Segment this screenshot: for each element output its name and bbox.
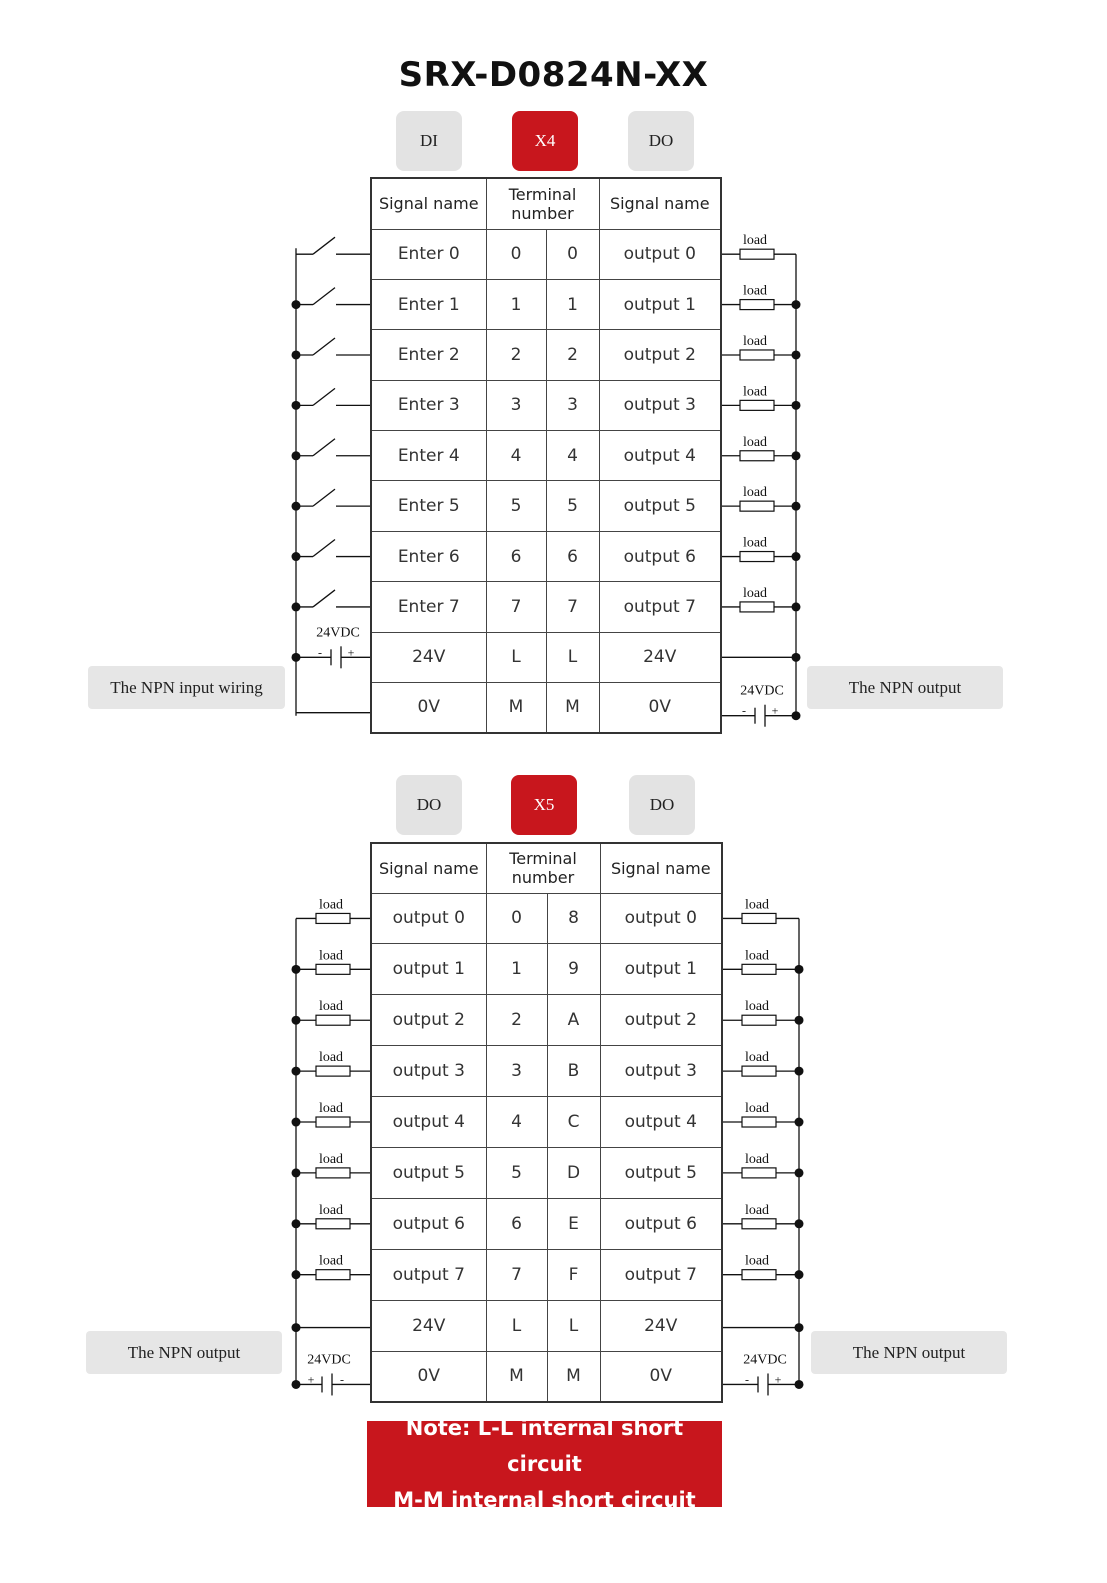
x5-header-terminal: Terminal number — [486, 843, 600, 893]
x4-right-wiring-label: The NPN output — [807, 666, 1003, 709]
x5-signal-left: output 5 — [371, 1147, 486, 1198]
x4-signal-right: output 3 — [599, 380, 721, 430]
load-resistor-icon — [316, 1168, 350, 1178]
x4-signal-left: Enter 3 — [371, 380, 486, 430]
note-box — [367, 1416, 722, 1512]
junction-dot — [292, 965, 301, 974]
load-label: load — [318, 1151, 344, 1167]
x5-terminal-right: A — [547, 995, 600, 1046]
x4-terminal-left: L — [486, 632, 546, 682]
x5-signal-right: 24V — [600, 1300, 722, 1351]
load-resistor-icon — [740, 451, 774, 461]
load-resistor-icon — [742, 1015, 776, 1025]
x5-terminal-right: D — [547, 1147, 600, 1198]
x5-terminal-right: 8 — [547, 893, 600, 944]
load-resistor-icon — [316, 1219, 350, 1229]
x5-terminal-right: 9 — [547, 944, 600, 995]
junction-dot — [792, 711, 801, 720]
junction-dot — [795, 1118, 804, 1127]
x5-signal-left: output 6 — [371, 1198, 486, 1249]
junction-dot — [795, 965, 804, 974]
junction-dot — [292, 502, 301, 511]
load-resistor-icon — [742, 913, 776, 923]
x4-signal-right: 0V — [599, 683, 721, 733]
junction-dot — [292, 401, 301, 410]
junction-dot — [292, 1168, 301, 1177]
x4-terminal-left: 4 — [486, 431, 546, 481]
x4-terminal-left: 0 — [486, 229, 546, 279]
x5-header-signal-left: Signal name — [371, 843, 486, 893]
x5-terminal-left: 2 — [486, 995, 547, 1046]
x4-signal-left: 24V — [371, 632, 486, 682]
load-resistor-icon — [740, 501, 774, 511]
load-label: load — [318, 1050, 344, 1066]
x5-signal-right: output 5 — [600, 1147, 722, 1198]
polarity-symbol: + — [347, 645, 355, 660]
note-line-2: M-M internal short circuit — [393, 1488, 696, 1512]
load-label: load — [744, 1050, 770, 1066]
switch-contact-icon — [313, 590, 335, 607]
x4-terminal-right: 7 — [546, 582, 599, 632]
x4-terminal-right: 5 — [546, 481, 599, 531]
x5-terminal-right: B — [547, 1046, 600, 1097]
x4-header-terminal: Terminal number — [486, 178, 599, 229]
load-resistor-icon — [742, 1066, 776, 1076]
load-label: load — [742, 535, 768, 551]
load-resistor-icon — [316, 964, 350, 974]
load-resistor-icon — [740, 249, 774, 259]
load-label: load — [742, 434, 768, 450]
load-label: load — [744, 999, 770, 1015]
load-label: load — [744, 1202, 770, 1218]
junction-dot — [795, 1270, 804, 1279]
load-resistor-icon — [742, 1270, 776, 1280]
junction-dot — [292, 602, 301, 611]
polarity-symbol: + — [774, 1372, 782, 1387]
junction-dot — [292, 1016, 301, 1025]
junction-dot — [292, 300, 301, 309]
load-label: load — [318, 999, 344, 1015]
supply-label: 24VDC — [307, 1352, 351, 1368]
x5-terminal-left: 7 — [486, 1249, 547, 1300]
load-resistor-icon — [742, 964, 776, 974]
x4-terminal-left: 2 — [486, 330, 546, 380]
x5-signal-left: output 4 — [371, 1097, 486, 1148]
x4-terminal-right: 6 — [546, 531, 599, 581]
x5-terminal-right: C — [547, 1097, 600, 1148]
junction-dot — [795, 1323, 804, 1332]
x5-signal-right: output 2 — [600, 995, 722, 1046]
x4-signal-left: Enter 6 — [371, 531, 486, 581]
x5-terminal-left: L — [486, 1300, 547, 1351]
x4-terminal-right: M — [546, 683, 599, 733]
x5-terminal-left: 1 — [486, 944, 547, 995]
load-label: load — [744, 948, 770, 964]
x5-terminal-right: M — [547, 1351, 600, 1402]
polarity-symbol: + — [307, 1372, 315, 1387]
load-resistor-icon — [742, 1219, 776, 1229]
polarity-symbol: - — [340, 1372, 344, 1387]
x4-signal-right: output 5 — [599, 481, 721, 531]
tab-x4-connector: X4 — [512, 111, 578, 171]
x5-signal-right: output 7 — [600, 1249, 722, 1300]
x5-terminal-left: 6 — [486, 1198, 547, 1249]
polarity-symbol: + — [771, 703, 779, 718]
junction-dot — [292, 552, 301, 561]
x5-right-wiring-label: The NPN output — [811, 1331, 1007, 1374]
load-label: load — [742, 485, 768, 501]
junction-dot — [795, 1219, 804, 1228]
tab-do: DO — [628, 111, 694, 171]
load-label: load — [318, 897, 344, 913]
x5-signal-right: output 4 — [600, 1097, 722, 1148]
x4-signal-left: 0V — [371, 683, 486, 733]
x4-signal-right: 24V — [599, 632, 721, 682]
switch-contact-icon — [313, 489, 335, 506]
junction-dot — [292, 1118, 301, 1127]
load-label: load — [744, 1253, 770, 1269]
x5-signal-left: 0V — [371, 1351, 486, 1402]
polarity-symbol: - — [742, 703, 746, 718]
junction-dot — [792, 653, 801, 662]
switch-contact-icon — [313, 237, 335, 254]
load-resistor-icon — [316, 1117, 350, 1127]
junction-dot — [292, 1219, 301, 1228]
switch-contact-icon — [313, 288, 335, 305]
load-resistor-icon — [316, 1270, 350, 1280]
load-resistor-icon — [742, 1117, 776, 1127]
x5-terminal-left: 4 — [486, 1097, 547, 1148]
load-resistor-icon — [740, 602, 774, 612]
x4-terminal-left: 7 — [486, 582, 546, 632]
x4-signal-right: output 6 — [599, 531, 721, 581]
load-label: load — [744, 1151, 770, 1167]
switch-contact-icon — [313, 338, 335, 355]
x4-terminal-left: 6 — [486, 531, 546, 581]
supply-label: 24VDC — [316, 625, 360, 641]
x5-signal-left: output 2 — [371, 995, 486, 1046]
load-resistor-icon — [742, 1168, 776, 1178]
tab-do-right: DO — [629, 775, 695, 835]
x5-signal-left: 24V — [371, 1300, 486, 1351]
switch-contact-icon — [313, 540, 335, 557]
x5-signal-left: output 0 — [371, 893, 486, 944]
load-resistor-icon — [316, 913, 350, 923]
x4-header-signal-left: Signal name — [371, 178, 486, 229]
x5-signal-right: output 0 — [600, 893, 722, 944]
x5-signal-right: output 6 — [600, 1198, 722, 1249]
x4-signal-right: output 7 — [599, 582, 721, 632]
x4-terminal-right: 1 — [546, 279, 599, 329]
junction-dot — [292, 653, 301, 662]
load-label: load — [318, 948, 344, 964]
load-resistor-icon — [316, 1015, 350, 1025]
junction-dot — [292, 350, 301, 359]
x5-left-wiring-label: The NPN output — [86, 1331, 282, 1374]
x4-signal-right: output 2 — [599, 330, 721, 380]
x5-signal-left: output 1 — [371, 944, 486, 995]
x5-signal-left: output 7 — [371, 1249, 486, 1300]
load-label: load — [742, 233, 768, 249]
load-resistor-icon — [740, 350, 774, 360]
x5-terminal-left: 0 — [486, 893, 547, 944]
page-title: SRX-D0824N-XX — [398, 55, 709, 95]
x4-terminal-right: L — [546, 632, 599, 682]
polarity-symbol: - — [745, 1372, 749, 1387]
x4-signal-right: output 1 — [599, 279, 721, 329]
x4-terminal-left: 3 — [486, 380, 546, 430]
tab-di: DI — [396, 111, 462, 171]
x4-terminal-left: M — [486, 683, 546, 733]
x4-terminal-left: 1 — [486, 279, 546, 329]
junction-dot — [795, 1016, 804, 1025]
x4-signal-right: output 0 — [599, 229, 721, 279]
note-line-1: Note: L-L internal short circuit — [405, 1416, 684, 1476]
switch-contact-icon — [313, 388, 335, 405]
x4-header-signal-right: Signal name — [599, 178, 721, 229]
load-label: load — [742, 283, 768, 299]
x5-terminal-left: 5 — [486, 1147, 547, 1198]
x4-signal-left: Enter 2 — [371, 330, 486, 380]
tab-do-left: DO — [396, 775, 462, 835]
x5-terminal-left: M — [486, 1351, 547, 1402]
supply-label: 24VDC — [740, 683, 784, 699]
x5-terminal-right: L — [547, 1300, 600, 1351]
load-label: load — [318, 1253, 344, 1269]
load-label: load — [318, 1101, 344, 1117]
load-label: load — [742, 333, 768, 349]
x4-signal-left: Enter 5 — [371, 481, 486, 531]
junction-dot — [795, 1168, 804, 1177]
x4-terminal-right: 2 — [546, 330, 599, 380]
x4-signal-left: Enter 4 — [371, 431, 486, 481]
x5-signal-left: output 3 — [371, 1046, 486, 1097]
load-label: load — [742, 384, 768, 400]
x4-signal-left: Enter 7 — [371, 582, 486, 632]
junction-dot — [795, 1380, 804, 1389]
x4-signal-right: output 4 — [599, 431, 721, 481]
x5-signal-right: output 3 — [600, 1046, 722, 1097]
x5-header-signal-right: Signal name — [600, 843, 722, 893]
load-label: load — [742, 585, 768, 601]
polarity-symbol: - — [318, 645, 322, 660]
x4-terminal-right: 0 — [546, 229, 599, 279]
junction-dot — [795, 1067, 804, 1076]
load-resistor-icon — [740, 400, 774, 410]
load-label: load — [318, 1202, 344, 1218]
x4-terminal-right: 3 — [546, 380, 599, 430]
supply-label: 24VDC — [743, 1352, 787, 1368]
x4-terminal-right: 4 — [546, 431, 599, 481]
junction-dot — [292, 1270, 301, 1279]
load-resistor-icon — [316, 1066, 350, 1076]
x5-terminal-left: 3 — [486, 1046, 547, 1097]
x5-terminal-right: E — [547, 1198, 600, 1249]
load-resistor-icon — [740, 552, 774, 562]
load-label: load — [744, 1101, 770, 1117]
junction-dot — [292, 1380, 301, 1389]
x4-left-wiring-label: The NPN input wiring — [88, 666, 285, 709]
junction-dot — [292, 451, 301, 460]
x4-terminal-left: 5 — [486, 481, 546, 531]
x4-signal-left: Enter 0 — [371, 229, 486, 279]
x5-signal-right: output 1 — [600, 944, 722, 995]
x5-terminal-right: F — [547, 1249, 600, 1300]
load-label: load — [744, 897, 770, 913]
x4-signal-left: Enter 1 — [371, 279, 486, 329]
junction-dot — [292, 1067, 301, 1076]
load-resistor-icon — [740, 300, 774, 310]
x5-signal-right: 0V — [600, 1351, 722, 1402]
switch-contact-icon — [313, 439, 335, 456]
tab-x5-connector: X5 — [511, 775, 577, 835]
junction-dot — [292, 1323, 301, 1332]
